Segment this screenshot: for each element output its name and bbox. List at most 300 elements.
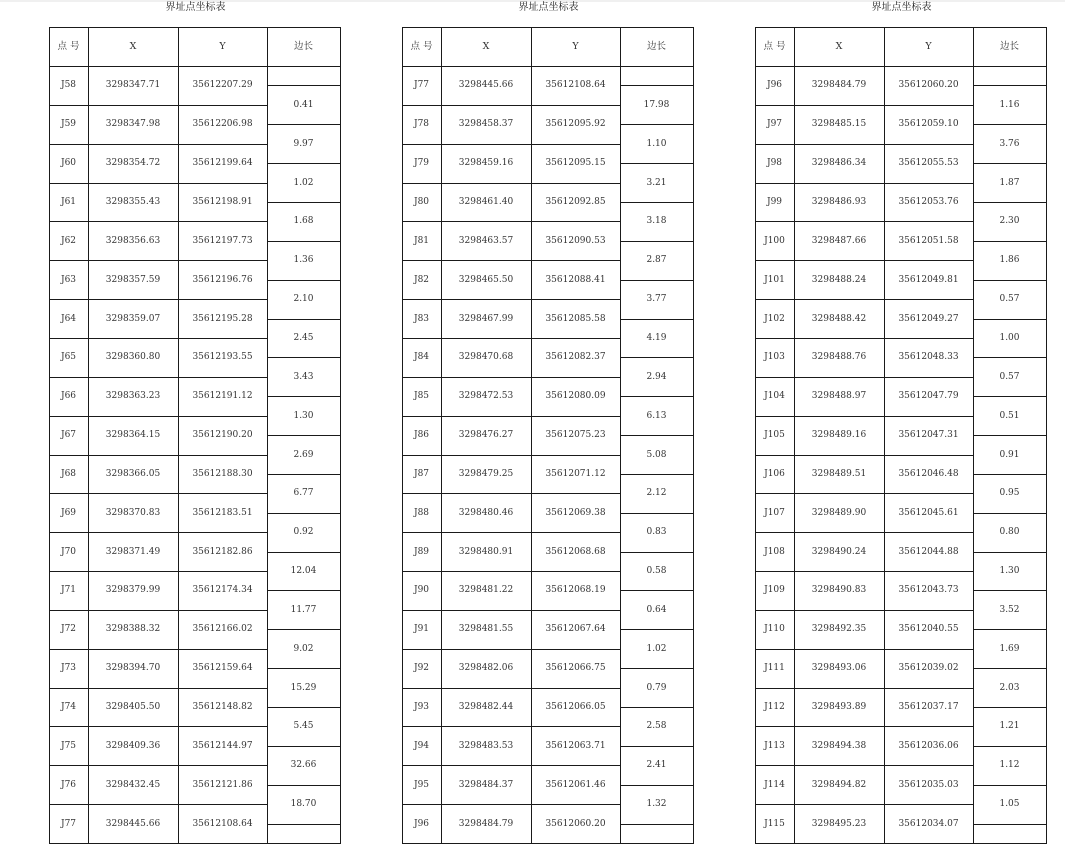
point-number-cell: J83: [413, 313, 430, 324]
edge-length-cell: 0.91: [999, 449, 1020, 460]
edge-divider: [267, 202, 341, 203]
point-number-cell: J59: [60, 119, 77, 130]
row-divider: [755, 493, 973, 494]
x-coordinate-cell: 3298371.49: [105, 546, 161, 557]
y-coordinate-cell: 35612069.38: [545, 507, 606, 518]
y-coordinate-cell: 35612196.76: [192, 274, 253, 285]
edge-length-cell: 0.58: [646, 566, 667, 577]
point-number-cell: J77: [413, 80, 430, 91]
row-divider: [402, 455, 620, 456]
edge-length-cell: 2.41: [646, 760, 667, 771]
edge-length-cell: 1.02: [293, 177, 314, 188]
x-coordinate-cell: 3298488.97: [811, 391, 867, 402]
x-coordinate-cell: 3298370.83: [105, 507, 161, 518]
row-divider: [755, 455, 973, 456]
header-y: Y: [572, 40, 579, 52]
x-coordinate-cell: 3298347.71: [105, 80, 161, 91]
edge-divider: [267, 629, 341, 630]
row-divider: [755, 338, 973, 339]
x-coordinate-cell: 3298379.99: [105, 585, 161, 596]
x-coordinate-cell: 3298476.27: [458, 430, 514, 441]
edge-length-cell: 6.13: [646, 410, 667, 421]
point-number-cell: J100: [764, 235, 785, 246]
point-number-cell: J105: [764, 430, 785, 441]
x-coordinate-cell: 3298445.66: [458, 80, 514, 91]
y-coordinate-cell: 35612048.33: [898, 352, 959, 363]
point-number-cell: J95: [413, 779, 430, 790]
row-divider: [755, 726, 973, 727]
x-coordinate-cell: 3298458.37: [458, 119, 514, 130]
x-coordinate-cell: 3298459.16: [458, 158, 514, 169]
y-coordinate-cell: 35612198.91: [192, 196, 253, 207]
edge-length-cell: 32.66: [290, 760, 317, 771]
row-divider: [402, 416, 620, 417]
x-coordinate-cell: 3298445.66: [105, 818, 161, 829]
edge-length-cell: 3.52: [999, 604, 1020, 615]
coordinate-table-right: [755, 0, 1048, 855]
point-number-cell: J77: [60, 818, 77, 829]
edge-divider: [620, 824, 694, 825]
x-coordinate-cell: 3298490.24: [811, 546, 867, 557]
edge-divider: [620, 202, 694, 203]
point-number-cell: J71: [60, 585, 77, 596]
edge-divider: [973, 319, 1047, 320]
point-number-cell: J92: [413, 663, 430, 674]
row-divider: [755, 765, 973, 766]
x-coordinate-cell: 3298494.38: [811, 740, 867, 751]
y-coordinate-cell: 35612144.97: [192, 740, 253, 751]
y-coordinate-cell: 35612090.53: [545, 235, 606, 246]
row-divider: [402, 571, 620, 572]
x-coordinate-cell: 3298488.42: [811, 313, 867, 324]
header-edge-length: 边长: [646, 40, 666, 52]
row-divider: [755, 183, 973, 184]
x-coordinate-cell: 3298357.59: [105, 274, 161, 285]
x-coordinate-cell: 3298432.45: [105, 779, 161, 790]
edge-length-cell: 12.04: [290, 566, 317, 577]
x-coordinate-cell: 3298480.46: [458, 507, 514, 518]
header-edge-length: 边长: [999, 40, 1019, 52]
header-point-number: 点 号: [410, 40, 433, 52]
table-grid: [755, 27, 1048, 843]
y-coordinate-cell: 35612182.86: [192, 546, 253, 557]
row-divider: [755, 532, 973, 533]
edge-divider: [620, 668, 694, 669]
x-coordinate-cell: 3298486.34: [811, 158, 867, 169]
row-divider: [49, 532, 267, 533]
edge-length-cell: 2.87: [646, 255, 667, 266]
row-divider: [755, 804, 973, 805]
row-divider: [49, 804, 267, 805]
x-coordinate-cell: 3298493.06: [811, 663, 867, 674]
x-coordinate-cell: 3298482.44: [458, 702, 514, 713]
x-coordinate-cell: 3298363.23: [105, 391, 161, 402]
header-point-number: 点 号: [763, 40, 786, 52]
edge-divider: [620, 513, 694, 514]
edge-divider: [620, 241, 694, 242]
y-coordinate-cell: 35612043.73: [898, 585, 959, 596]
header-y: Y: [925, 40, 932, 52]
point-number-cell: J98: [766, 158, 783, 169]
y-coordinate-cell: 35612071.12: [545, 468, 606, 479]
coordinate-table-middle: [402, 0, 695, 855]
point-number-cell: J109: [764, 585, 785, 596]
row-divider: [402, 299, 620, 300]
edge-length-cell: 1.87: [999, 177, 1020, 188]
edge-divider: [267, 590, 341, 591]
row-divider: [49, 338, 267, 339]
row-divider: [49, 765, 267, 766]
point-number-cell: J76: [60, 779, 77, 790]
y-coordinate-cell: 35612206.98: [192, 119, 253, 130]
edge-divider: [267, 513, 341, 514]
x-coordinate-cell: 3298463.57: [458, 235, 514, 246]
row-divider: [755, 649, 973, 650]
point-number-cell: J73: [60, 663, 77, 674]
point-number-cell: J112: [764, 702, 785, 713]
edge-length-cell: 0.79: [646, 682, 667, 693]
point-number-cell: J79: [413, 158, 430, 169]
point-number-cell: J101: [764, 274, 785, 285]
point-number-cell: J70: [60, 546, 77, 557]
y-coordinate-cell: 35612053.76: [898, 196, 959, 207]
y-coordinate-cell: 35612082.37: [545, 352, 606, 363]
y-coordinate-cell: 35612148.82: [192, 702, 253, 713]
x-coordinate-cell: 3298484.79: [811, 80, 867, 91]
header-y: Y: [219, 40, 226, 52]
coordinate-table-left: [49, 0, 342, 855]
edge-length-cell: 9.02: [293, 643, 314, 654]
x-coordinate-cell: 3298481.55: [458, 624, 514, 635]
point-number-cell: J115: [764, 818, 785, 829]
edge-divider: [973, 474, 1047, 475]
y-coordinate-cell: 35612108.64: [545, 80, 606, 91]
edge-length-cell: 1.00: [999, 332, 1020, 343]
edge-divider: [973, 435, 1047, 436]
edge-divider: [267, 124, 341, 125]
edge-divider: [267, 163, 341, 164]
edge-divider: [267, 785, 341, 786]
edge-length-cell: 1.86: [999, 255, 1020, 266]
header-point-number: 点 号: [57, 40, 80, 52]
edge-length-cell: 0.57: [999, 371, 1020, 382]
x-coordinate-cell: 3298493.89: [811, 702, 867, 713]
x-coordinate-cell: 3298494.82: [811, 779, 867, 790]
x-coordinate-cell: 3298484.79: [458, 818, 514, 829]
edge-length-cell: 3.43: [293, 371, 314, 382]
table-title: 界址点坐标表: [165, 2, 226, 13]
edge-length-cell: 1.68: [293, 216, 314, 227]
edge-length-cell: 1.32: [646, 799, 667, 810]
edge-divider: [973, 707, 1047, 708]
edge-length-cell: 2.69: [293, 449, 314, 460]
table-border-right: [340, 27, 341, 844]
row-divider: [755, 105, 973, 106]
row-divider: [49, 299, 267, 300]
y-coordinate-cell: 35612060.20: [898, 80, 959, 91]
y-coordinate-cell: 35612045.61: [898, 507, 959, 518]
row-divider: [49, 183, 267, 184]
edge-length-cell: 1.21: [999, 721, 1020, 732]
x-coordinate-cell: 3298470.68: [458, 352, 514, 363]
edge-length-cell: 1.30: [293, 410, 314, 421]
row-divider: [49, 144, 267, 145]
point-number-cell: J81: [413, 235, 430, 246]
point-number-cell: J66: [60, 391, 77, 402]
x-coordinate-cell: 3298364.15: [105, 430, 161, 441]
y-coordinate-cell: 35612068.19: [545, 585, 606, 596]
x-coordinate-cell: 3298485.15: [811, 119, 867, 130]
edge-length-cell: 1.30: [999, 566, 1020, 577]
y-coordinate-cell: 35612037.17: [898, 702, 959, 713]
edge-divider: [973, 357, 1047, 358]
edge-length-cell: 1.36: [293, 255, 314, 266]
edge-divider: [973, 241, 1047, 242]
y-coordinate-cell: 35612190.20: [192, 430, 253, 441]
point-number-cell: J65: [60, 352, 77, 363]
point-number-cell: J62: [60, 235, 77, 246]
x-coordinate-cell: 3298355.43: [105, 196, 161, 207]
row-divider: [49, 455, 267, 456]
edge-divider: [973, 629, 1047, 630]
x-coordinate-cell: 3298394.70: [105, 663, 161, 674]
row-divider: [49, 571, 267, 572]
point-number-cell: J88: [413, 507, 430, 518]
x-coordinate-cell: 3298487.66: [811, 235, 867, 246]
edge-length-cell: 2.58: [646, 721, 667, 732]
point-number-cell: J85: [413, 391, 430, 402]
y-coordinate-cell: 35612049.81: [898, 274, 959, 285]
x-coordinate-cell: 3298492.35: [811, 624, 867, 635]
table-title: 界址点坐标表: [518, 2, 579, 13]
row-divider: [49, 416, 267, 417]
y-coordinate-cell: 35612207.29: [192, 80, 253, 91]
point-number-cell: J72: [60, 624, 77, 635]
x-coordinate-cell: 3298388.32: [105, 624, 161, 635]
point-number-cell: J74: [60, 702, 77, 713]
y-coordinate-cell: 35612193.55: [192, 352, 253, 363]
edge-divider: [973, 85, 1047, 86]
table-grid: [49, 27, 342, 843]
edge-length-cell: 0.41: [293, 99, 314, 110]
edge-divider: [620, 629, 694, 630]
edge-divider: [267, 319, 341, 320]
edge-divider: [267, 357, 341, 358]
x-coordinate-cell: 3298488.76: [811, 352, 867, 363]
y-coordinate-cell: 35612108.64: [192, 818, 253, 829]
edge-length-cell: 6.77: [293, 488, 314, 499]
edge-length-cell: 1.10: [646, 138, 667, 149]
header-x: X: [482, 40, 490, 52]
point-number-cell: J94: [413, 740, 430, 751]
y-coordinate-cell: 35612049.27: [898, 313, 959, 324]
edge-length-cell: 1.12: [999, 760, 1020, 771]
point-number-cell: J114: [764, 779, 785, 790]
edge-divider: [620, 746, 694, 747]
x-coordinate-cell: 3298488.24: [811, 274, 867, 285]
edge-length-cell: 1.02: [646, 643, 667, 654]
point-number-cell: J75: [60, 740, 77, 751]
y-coordinate-cell: 35612047.31: [898, 430, 959, 441]
row-divider: [402, 688, 620, 689]
y-coordinate-cell: 35612197.73: [192, 235, 253, 246]
edge-divider: [620, 435, 694, 436]
point-number-cell: J68: [60, 468, 77, 479]
y-coordinate-cell: 35612159.64: [192, 663, 253, 674]
point-number-cell: J80: [413, 196, 430, 207]
header-edge-length: 边长: [293, 40, 313, 52]
row-divider: [755, 416, 973, 417]
edge-length-cell: 1.16: [999, 99, 1020, 110]
point-number-cell: J108: [764, 546, 785, 557]
row-divider: [755, 377, 973, 378]
table-border-top: [402, 27, 694, 28]
edge-length-cell: 1.05: [999, 799, 1020, 810]
point-number-cell: J106: [764, 468, 785, 479]
point-number-cell: J93: [413, 702, 430, 713]
y-coordinate-cell: 35612035.03: [898, 779, 959, 790]
row-divider: [402, 610, 620, 611]
edge-length-cell: 18.70: [290, 799, 317, 810]
edge-length-cell: 3.76: [999, 138, 1020, 149]
y-coordinate-cell: 35612121.86: [192, 779, 253, 790]
x-coordinate-cell: 3298486.93: [811, 196, 867, 207]
row-divider: [49, 221, 267, 222]
edge-length-cell: 0.57: [999, 294, 1020, 305]
edge-divider: [267, 435, 341, 436]
header-x: X: [129, 40, 137, 52]
row-divider: [402, 183, 620, 184]
edge-divider: [620, 357, 694, 358]
table-border-bottom: [49, 843, 341, 844]
table-border-top: [49, 27, 341, 28]
edge-divider: [973, 396, 1047, 397]
table-grid: [402, 27, 695, 843]
edge-divider: [267, 396, 341, 397]
x-coordinate-cell: 3298482.06: [458, 663, 514, 674]
x-coordinate-cell: 3298366.05: [105, 468, 161, 479]
x-coordinate-cell: 3298360.80: [105, 352, 161, 363]
edge-length-cell: 2.12: [646, 488, 667, 499]
y-coordinate-cell: 35612166.02: [192, 624, 253, 635]
row-divider: [755, 299, 973, 300]
table-border-top: [755, 27, 1047, 28]
edge-divider: [620, 280, 694, 281]
point-number-cell: J103: [764, 352, 785, 363]
y-coordinate-cell: 35612095.92: [545, 119, 606, 130]
y-coordinate-cell: 35612068.68: [545, 546, 606, 557]
x-coordinate-cell: 3298483.53: [458, 740, 514, 751]
y-coordinate-cell: 35612075.23: [545, 430, 606, 441]
y-coordinate-cell: 35612067.64: [545, 624, 606, 635]
edge-length-cell: 2.94: [646, 371, 667, 382]
table-border-bottom: [755, 843, 1047, 844]
edge-length-cell: 1.69: [999, 643, 1020, 654]
edge-divider: [973, 513, 1047, 514]
row-divider: [402, 532, 620, 533]
edge-divider: [620, 707, 694, 708]
y-coordinate-cell: 35612060.20: [545, 818, 606, 829]
point-number-cell: J89: [413, 546, 430, 557]
edge-divider: [973, 163, 1047, 164]
edge-length-cell: 5.08: [646, 449, 667, 460]
row-divider: [49, 105, 267, 106]
edge-length-cell: 2.03: [999, 682, 1020, 693]
edge-length-cell: 5.45: [293, 721, 314, 732]
edge-divider: [973, 280, 1047, 281]
x-coordinate-cell: 3298465.50: [458, 274, 514, 285]
header-divider: [49, 66, 341, 67]
y-coordinate-cell: 35612040.55: [898, 624, 959, 635]
edge-divider: [620, 474, 694, 475]
y-coordinate-cell: 35612088.41: [545, 274, 606, 285]
point-number-cell: J84: [413, 352, 430, 363]
edge-length-cell: 4.19: [646, 332, 667, 343]
x-coordinate-cell: 3298347.98: [105, 119, 161, 130]
header-x: X: [835, 40, 843, 52]
table-border-bottom: [402, 843, 694, 844]
row-divider: [402, 221, 620, 222]
point-number-cell: J102: [764, 313, 785, 324]
x-coordinate-cell: 3298467.99: [458, 313, 514, 324]
edge-divider: [973, 824, 1047, 825]
row-divider: [755, 260, 973, 261]
edge-divider: [267, 746, 341, 747]
edge-divider: [620, 552, 694, 553]
row-divider: [49, 726, 267, 727]
edge-divider: [620, 124, 694, 125]
edge-length-cell: 2.45: [293, 332, 314, 343]
edge-divider: [267, 85, 341, 86]
edge-divider: [620, 163, 694, 164]
point-number-cell: J69: [60, 507, 77, 518]
edge-divider: [267, 668, 341, 669]
y-coordinate-cell: 35612092.85: [545, 196, 606, 207]
point-number-cell: J67: [60, 430, 77, 441]
point-number-cell: J99: [766, 196, 783, 207]
y-coordinate-cell: 35612195.28: [192, 313, 253, 324]
edge-length-cell: 0.95: [999, 488, 1020, 499]
point-number-cell: J82: [413, 274, 430, 285]
row-divider: [402, 377, 620, 378]
point-number-cell: J86: [413, 430, 430, 441]
y-coordinate-cell: 35612080.09: [545, 391, 606, 402]
row-divider: [49, 377, 267, 378]
edge-length-cell: 0.64: [646, 604, 667, 615]
edge-length-cell: 3.77: [646, 294, 667, 305]
edge-divider: [620, 590, 694, 591]
edge-divider: [620, 319, 694, 320]
row-divider: [402, 260, 620, 261]
table-title: 界址点坐标表: [871, 2, 932, 13]
row-divider: [49, 260, 267, 261]
edge-length-cell: 0.92: [293, 527, 314, 538]
point-number-cell: J63: [60, 274, 77, 285]
edge-length-cell: 2.10: [293, 294, 314, 305]
row-divider: [402, 649, 620, 650]
y-coordinate-cell: 35612191.12: [192, 391, 253, 402]
table-border-right: [693, 27, 694, 844]
y-coordinate-cell: 35612059.10: [898, 119, 959, 130]
x-coordinate-cell: 3298490.83: [811, 585, 867, 596]
y-coordinate-cell: 35612199.64: [192, 158, 253, 169]
row-divider: [49, 688, 267, 689]
x-coordinate-cell: 3298409.36: [105, 740, 161, 751]
row-divider: [402, 726, 620, 727]
x-coordinate-cell: 3298481.22: [458, 585, 514, 596]
y-coordinate-cell: 35612034.07: [898, 818, 959, 829]
edge-length-cell: 9.97: [293, 138, 314, 149]
